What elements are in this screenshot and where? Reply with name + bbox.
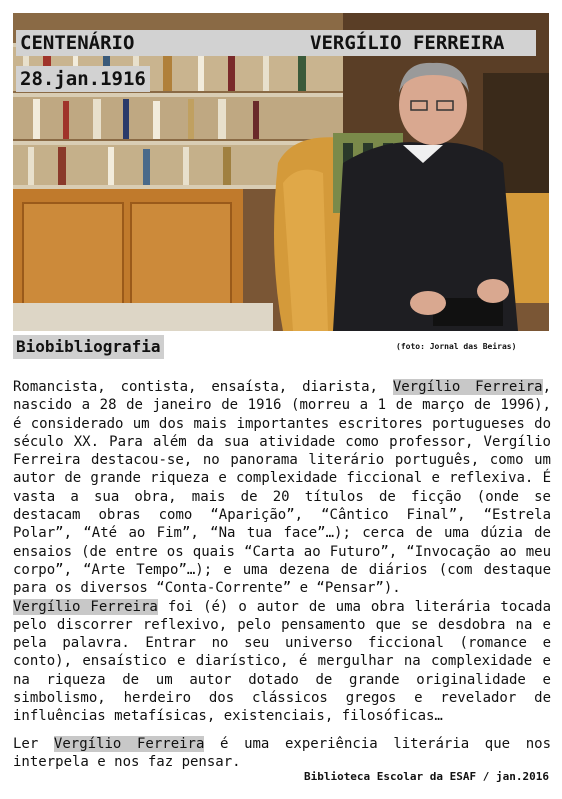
paragraph-3 <box>13 735 551 772</box>
biography-text <box>13 378 551 771</box>
header-author-name: VERGÍLIO FERREIRA <box>306 30 508 56</box>
paragraph-3-body: é uma experiência literária que nos interpela e nos faz pensar. <box>13 735 551 770</box>
paragraph-2-body: foi (é) o autor de uma obra literária tocada pelo discorrer reflexivo, pelo pensamento que se desdobra na e pela palavra. Entrar no seu universo ficcional (romance e conto), ensaístico e diarístico, é mergulhar na complexidade e na riqueza de um autor dotado de grande originalidade e simbolismo, herdeiro dos clássicos gregos e revelador de influências metafísicas, existenciais, filosóficas… <box>13 598 552 725</box>
footer-credit: Biblioteca Escolar da ESAF / jan.2016 <box>303 770 549 783</box>
author-photo <box>13 13 549 331</box>
header-birth-date: 28.jan.1916 <box>16 66 150 92</box>
photo-credit: (foto: Jornal das Beiras) <box>396 342 517 351</box>
paragraph-3-intro: Ler <box>13 735 54 752</box>
author-name-highlight: Vergílio Ferreira <box>53 735 205 752</box>
section-title: Biobibliografia <box>13 335 164 359</box>
paragraph-1-body: , nascido a 28 de janeiro de 1916 (morreu a 1 de março de 1996), é considerado um dos mais importantes escritores portugueses do século XX. Para além da sua atividade como professor, Vergílio Ferreira destacou-se, no panorama literário português, como um autor de grande riqueza e complexidade ficcional e reflexiva. É vasta a sua obra, mais de 20 títulos de ficção (onde se destacam obras como “Aparição”, “Cântico Final”, “Estrela Polar”, “Até ao Fim”, “Na tua face”…); cerca de uma dúzia de ensaios (de entre os quais “Carta ao Futuro”, “Invocação ao meu corpo”, “Arte Tempo”…); e uma dezena de diários (com destaque para os diversos “Conta-Corrente” e “Pensar”). <box>13 379 551 597</box>
author-name-highlight: Vergílio Ferreira <box>392 379 543 395</box>
paragraph-1 <box>13 378 551 598</box>
paragraph-1-intro: Romancista, contista, ensaísta, diarista, <box>13 379 393 395</box>
paragraph-2 <box>13 598 551 726</box>
author-photo-illustration <box>13 13 549 331</box>
header-centenario: CENTENÁRIO <box>16 30 138 56</box>
author-name-highlight: Vergílio Ferreira <box>13 598 158 615</box>
